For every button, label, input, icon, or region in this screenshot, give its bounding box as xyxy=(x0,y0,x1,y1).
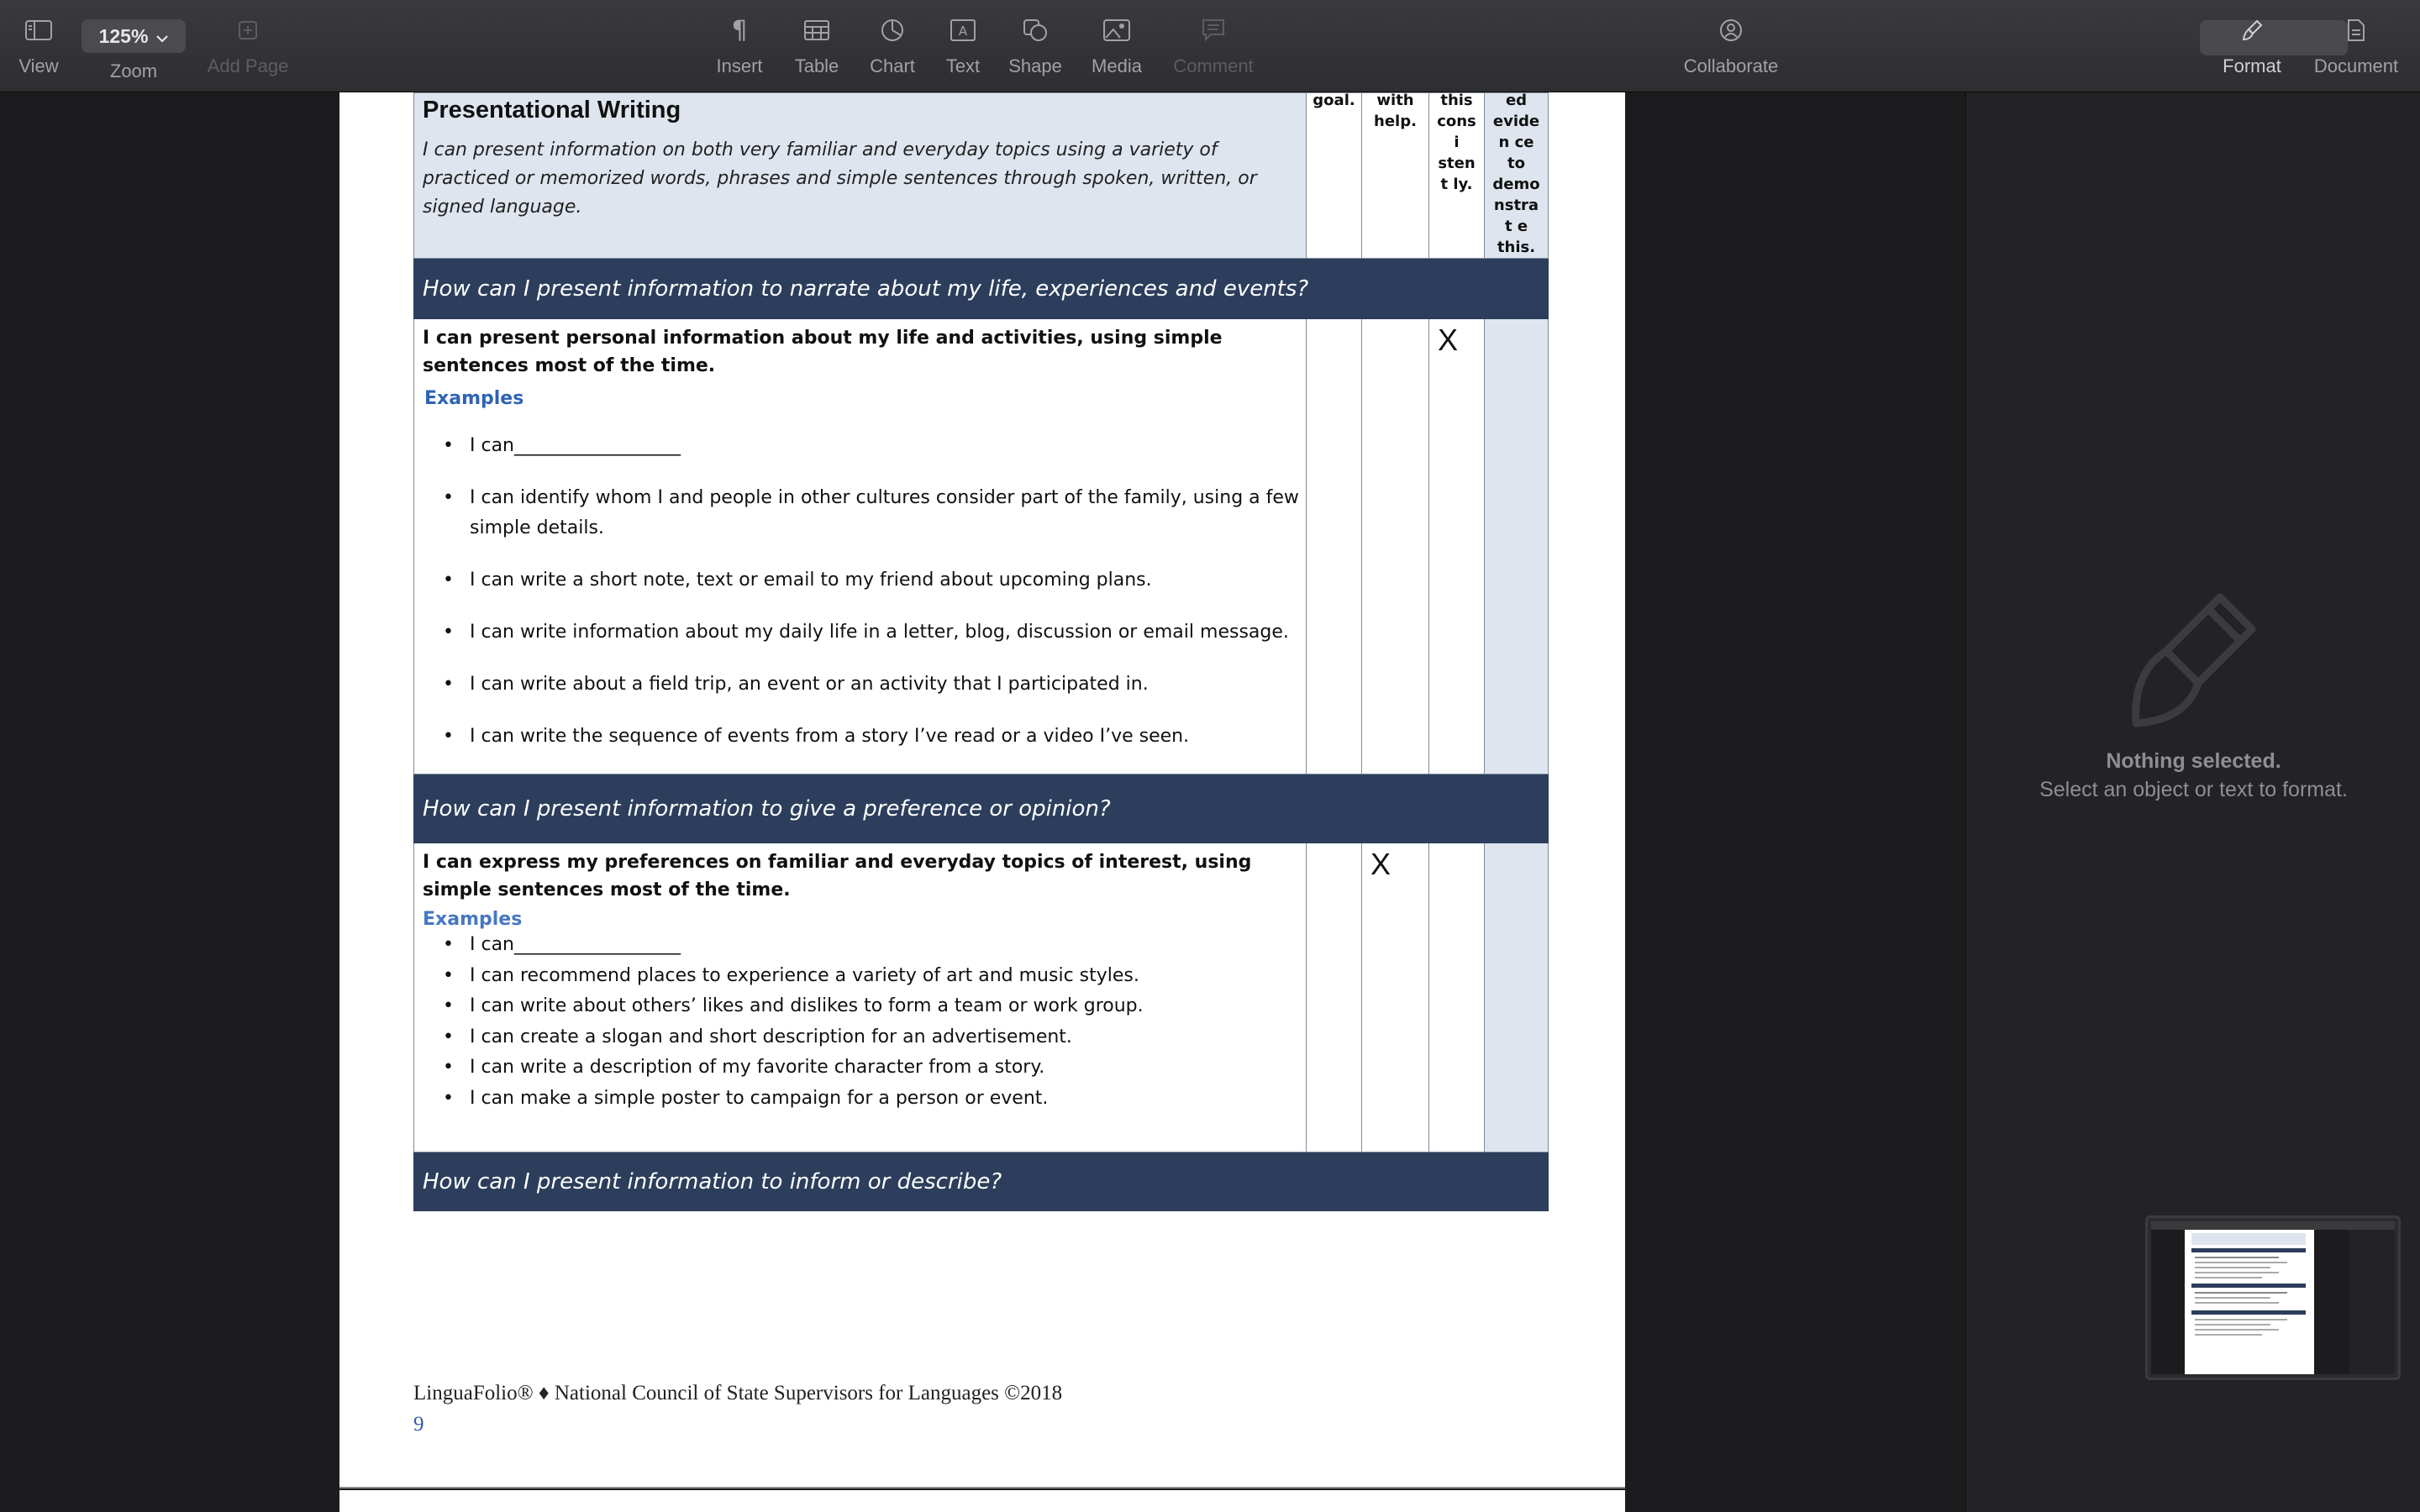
empty-state-subtitle: Select an object or text to format. xyxy=(2039,778,2348,801)
list-item: • I can write information about my daily life in a letter, blog, discussion or email message. xyxy=(470,617,1306,648)
column-header-goal-text: goal. xyxy=(1313,92,1355,109)
shape-icon xyxy=(1023,5,1048,55)
list-item: • I can write about a field trip, an event or an activity that I participated in. xyxy=(470,669,1306,700)
comment-label: Comment xyxy=(1173,55,1254,76)
comment-button[interactable] xyxy=(1165,0,1262,92)
can-do-table[interactable] xyxy=(413,92,1549,1211)
zoom-control[interactable] xyxy=(81,0,187,92)
table-button[interactable] xyxy=(783,0,850,92)
list-item: • I can write about others’ likes and dislikes to form a team or work group. xyxy=(470,991,1306,1022)
chevron-down-icon xyxy=(156,25,168,48)
document-button[interactable] xyxy=(2307,0,2405,92)
question-row xyxy=(414,774,1549,843)
text-box-icon xyxy=(950,5,976,55)
text-button[interactable] xyxy=(929,0,997,92)
zoom-label: Zoom xyxy=(109,60,158,81)
question-row xyxy=(414,1152,1549,1211)
photo-icon xyxy=(1103,5,1130,55)
column-header-with-help[interactable] xyxy=(1362,93,1429,259)
section-title: Presentational Writing xyxy=(423,97,681,123)
insert-label: Insert xyxy=(716,55,763,76)
statement-row xyxy=(414,843,1549,1152)
question-preference[interactable]: How can I present information to give a preference or opinion? xyxy=(414,774,1549,843)
window-preview-thumbnail[interactable] xyxy=(2145,1215,2401,1380)
zoom-dropdown[interactable] xyxy=(82,19,186,53)
shape-label: Shape xyxy=(1008,55,1062,76)
check-cell-goal[interactable] xyxy=(1307,319,1362,774)
check-mark-x: X xyxy=(1438,323,1459,357)
shape-button[interactable] xyxy=(1002,0,1069,92)
document-page[interactable] xyxy=(339,92,1625,1488)
view-button[interactable] xyxy=(5,0,72,92)
document-canvas[interactable] xyxy=(0,92,1965,1512)
chart-button[interactable] xyxy=(859,0,926,92)
check-cell-goal[interactable] xyxy=(1307,843,1362,1152)
can-do-statement: I can express my preferences on familiar and everyday topics of interest, using simple sentences most of the time. xyxy=(423,852,1252,900)
collaborate-button[interactable] xyxy=(1672,0,1790,92)
list-item: • I can make a simple poster to campaign for a person or event. xyxy=(470,1084,1306,1115)
statement-cell[interactable] xyxy=(414,319,1307,774)
column-header-goal[interactable] xyxy=(1307,93,1362,259)
check-cell-with-help[interactable] xyxy=(1362,843,1429,1152)
document-label: Document xyxy=(2313,55,2399,76)
examples-label: Examples xyxy=(424,388,524,409)
list-item: • I can write a short note, text or email to my friend about upcoming plans. xyxy=(470,565,1306,596)
paintbrush-icon xyxy=(2240,5,2264,55)
sidebar-icon xyxy=(25,5,52,55)
check-cell-evidence[interactable] xyxy=(1485,843,1549,1152)
table-icon xyxy=(804,5,829,55)
list-item: • I can__________________ xyxy=(470,930,1306,961)
examples-list xyxy=(414,431,1306,752)
statement-row xyxy=(414,319,1549,774)
svg-text:A: A xyxy=(958,24,968,39)
page-number: 9 xyxy=(413,1413,424,1436)
paintbrush-icon xyxy=(2121,585,2264,738)
list-item: • I can write a description of my favorite character from a story. xyxy=(470,1053,1306,1084)
media-label: Media xyxy=(1092,55,1142,76)
list-item: • I can create a slogan and short description for an advertisement. xyxy=(470,1022,1306,1053)
column-header-evidence[interactable] xyxy=(1485,93,1549,259)
list-item: • I can__________________ xyxy=(470,431,1306,461)
table-header-row xyxy=(414,93,1549,259)
add-page-button[interactable] xyxy=(202,0,294,92)
document-icon xyxy=(2346,5,2366,55)
column-header-evidence-text: ed eviden ce to demo nstrat e this. xyxy=(1492,92,1540,256)
list-item: • I can write the sequence of events from a story I’ve read or a video I’ve seen. xyxy=(470,722,1306,752)
text-label: Text xyxy=(945,55,981,76)
collaborate-icon xyxy=(1718,5,1744,55)
can-do-statement: I can present personal information about my life and activities, using simple sentences most of the time. xyxy=(423,328,1223,376)
question-inform[interactable]: How can I present information to inform or describe? xyxy=(414,1152,1549,1211)
chart-label: Chart xyxy=(870,55,915,76)
check-mark-x: X xyxy=(1370,847,1392,881)
header-cell[interactable] xyxy=(414,93,1307,259)
comment-icon xyxy=(1201,5,1226,55)
format-button[interactable] xyxy=(2218,0,2286,92)
check-cell-evidence[interactable] xyxy=(1485,319,1549,774)
format-label: Format xyxy=(2223,55,2281,76)
section-description: I can present information on both very familiar and everyday topics using a variety of practiced or memorized words, phrases and simple sentences through spoken, written, or signed language. xyxy=(423,139,1257,218)
check-cell-consistently[interactable] xyxy=(1429,843,1485,1152)
thumbnail-image xyxy=(2151,1221,2395,1374)
toolbar xyxy=(0,0,2420,92)
insert-button[interactable] xyxy=(706,0,773,92)
chart-pie-icon xyxy=(881,5,904,55)
page-footer: LinguaFolio® ♦ National Council of State Supervisors for Languages ©2018 xyxy=(413,1382,1063,1404)
pilcrow-icon: ¶ xyxy=(731,15,748,45)
statement-cell[interactable] xyxy=(414,843,1307,1152)
column-header-consistently[interactable] xyxy=(1429,93,1485,259)
collaborate-label: Collaborate xyxy=(1683,55,1779,76)
examples-list xyxy=(414,930,1306,1114)
question-row xyxy=(414,259,1549,319)
examples-label: Examples xyxy=(423,909,523,930)
list-item: • I can identify whom I and people in other cultures consider part of the family, using a few simple details. xyxy=(470,483,1306,543)
list-item: • I can recommend places to experience a variety of art and music styles. xyxy=(470,961,1306,992)
column-header-with-help-text: with help. xyxy=(1374,92,1417,130)
zoom-value: 125% xyxy=(98,24,149,47)
add-page-label: Add Page xyxy=(207,55,289,76)
media-button[interactable] xyxy=(1082,0,1151,92)
empty-state-title: Nothing selected. xyxy=(2106,749,2281,773)
check-cell-consistently[interactable] xyxy=(1429,319,1485,774)
column-header-consistently-text: this consi stent ly. xyxy=(1437,92,1476,193)
table-label: Table xyxy=(794,55,839,76)
next-page-edge xyxy=(339,1490,1625,1512)
add-page-icon xyxy=(238,5,258,55)
question-narrate[interactable]: How can I present information to narrate about my life, experiences and events? xyxy=(414,259,1549,319)
check-cell-with-help[interactable] xyxy=(1362,319,1429,774)
view-label: View xyxy=(18,55,59,76)
